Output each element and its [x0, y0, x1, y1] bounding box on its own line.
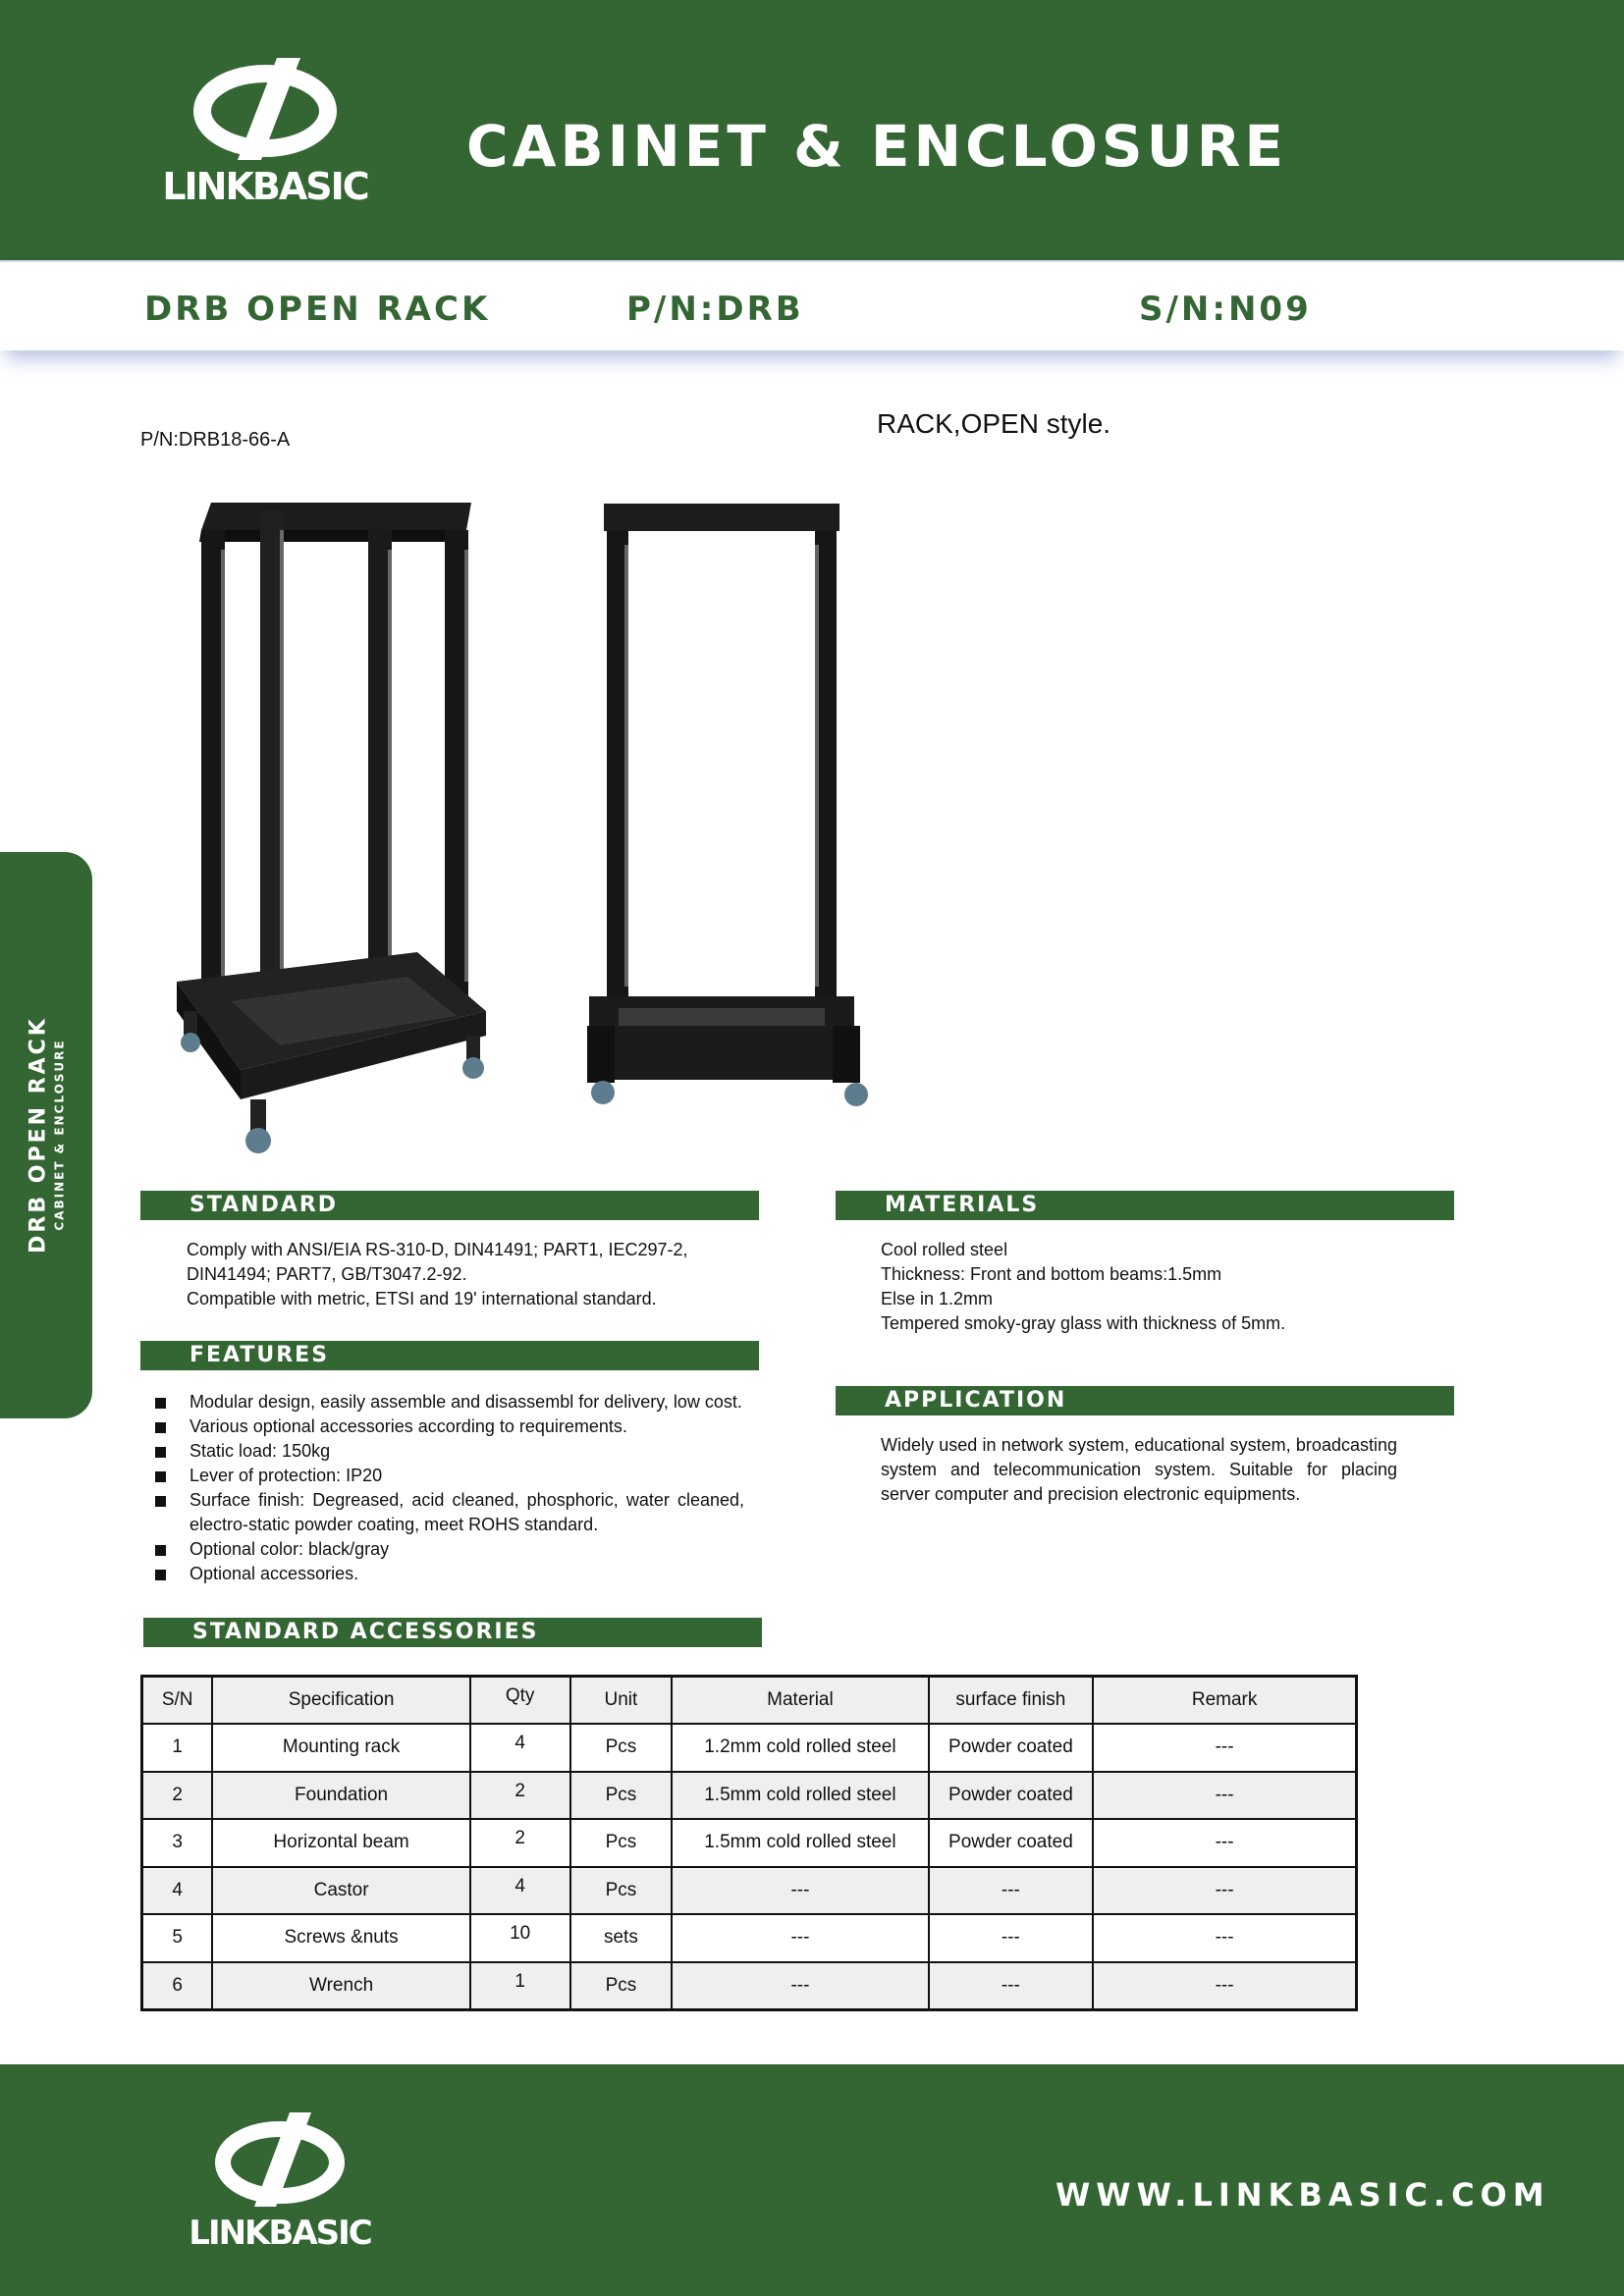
table-cell: 1.5mm cold rolled steel: [672, 1772, 928, 1820]
feature-item: Modular design, easily assemble and disassembl for delivery, low cost.: [155, 1390, 744, 1415]
table-cell: Pcs: [570, 1867, 673, 1915]
side-tab: [0, 852, 92, 1418]
linkbasic-logo: [128, 54, 403, 211]
table-cell: ---: [929, 1914, 1094, 1962]
column-header: Specification: [212, 1677, 469, 1725]
table-cell: Pcs: [570, 1962, 673, 2010]
column-header: Unit: [570, 1677, 673, 1725]
table-cell: ---: [1093, 1867, 1356, 1915]
table-cell: ---: [929, 1962, 1094, 2010]
standard-heading: STANDARD: [140, 1191, 759, 1220]
accessories-heading: STANDARD ACCESSORIES: [143, 1618, 762, 1647]
serial-number-heading: S/N:N09: [1139, 290, 1312, 329]
logo-wordmark: LINKBASIC: [162, 165, 368, 208]
table-cell: ---: [672, 1962, 928, 2010]
table-cell: ---: [929, 1867, 1094, 1915]
part-number-heading: P/N:DRB: [626, 290, 804, 329]
table-cell: 1: [142, 1724, 213, 1772]
table-cell: Castor: [212, 1867, 469, 1915]
table-cell: 1.2mm cold rolled steel: [672, 1724, 928, 1772]
standard-line: DIN41494; PART7, GB/T3047.2-92.: [187, 1264, 467, 1284]
square-bullet-icon: [155, 1570, 166, 1580]
square-bullet-icon: [155, 1471, 166, 1482]
table-cell: Pcs: [570, 1724, 673, 1772]
side-tab-subtitle: CABINET & ENCLOSURE: [52, 1039, 67, 1231]
table-cell: ---: [1093, 1724, 1356, 1772]
linkbasic-footer-logo: [157, 2109, 403, 2256]
column-header: surface finish: [929, 1677, 1094, 1725]
table-cell: 10: [470, 1914, 570, 1962]
table-row: [142, 1962, 1357, 2010]
table-cell: 4: [470, 1724, 570, 1772]
table-cell: Powder coated: [929, 1772, 1094, 1820]
feature-item: Various optional accessories according to requirements.: [155, 1415, 744, 1439]
feature-item: Surface finish: Degreased, acid cleaned, phosphoric, water cleaned, electro-static powder coating, meet ROHS standard.: [155, 1488, 744, 1537]
table-cell: ---: [1093, 1772, 1356, 1820]
column-header: S/N: [142, 1677, 213, 1725]
table-cell: Mounting rack: [212, 1724, 469, 1772]
materials-line: Cool rolled steel: [881, 1240, 1008, 1259]
feature-item: Lever of protection: IP20: [155, 1464, 744, 1488]
table-cell: sets: [570, 1914, 673, 1962]
table-cell: Screws &nuts: [212, 1914, 469, 1962]
table-cell: 4: [142, 1867, 213, 1915]
square-bullet-icon: [155, 1545, 166, 1556]
table-cell: 2: [142, 1772, 213, 1820]
feature-item: Optional accessories.: [155, 1562, 744, 1586]
table-cell: 3: [142, 1819, 213, 1867]
square-bullet-icon: [155, 1422, 166, 1433]
page-title: CABINET & ENCLOSURE: [466, 113, 1288, 180]
table-cell: 4: [470, 1867, 570, 1915]
table-cell: 2: [470, 1772, 570, 1820]
page-header: [0, 0, 1624, 260]
rack-photo-angled: [172, 491, 525, 1158]
table-cell: 6: [142, 1962, 213, 2010]
standard-text: [187, 1238, 746, 1311]
footer-logo-wordmark: LINKBASIC: [189, 2214, 371, 2253]
table-cell: 5: [142, 1914, 213, 1962]
table-cell: Pcs: [570, 1772, 673, 1820]
table-cell: 1.5mm cold rolled steel: [672, 1819, 928, 1867]
column-header: Material: [672, 1677, 928, 1725]
website-url: WWW.LINKBASIC.COM: [1056, 2176, 1550, 2214]
table-cell: ---: [672, 1914, 928, 1962]
table-row: [142, 1867, 1357, 1915]
features-list: [155, 1390, 744, 1586]
table-cell: 1: [470, 1962, 570, 2010]
table-cell: Horizontal beam: [212, 1819, 469, 1867]
feature-item: Optional color: black/gray: [155, 1537, 744, 1562]
materials-line: Thickness: Front and bottom beams:1.5mm: [881, 1264, 1222, 1284]
table-header-row: [142, 1677, 1357, 1725]
table-cell: ---: [1093, 1914, 1356, 1962]
materials-line: Tempered smoky-gray glass with thickness of 5mm.: [881, 1313, 1286, 1333]
feature-item: Static load: 150kg: [155, 1439, 744, 1464]
application-heading: APPLICATION: [836, 1386, 1454, 1415]
product-subheader: [0, 260, 1624, 350]
table-cell: ---: [672, 1867, 928, 1915]
table-cell: Foundation: [212, 1772, 469, 1820]
standard-line: Compatible with metric, ETSI and 19' international standard.: [187, 1289, 657, 1308]
product-name: DRB OPEN RACK: [144, 290, 491, 329]
table-cell: Powder coated: [929, 1819, 1094, 1867]
product-description: RACK,OPEN style.: [877, 408, 1111, 439]
table-cell: Powder coated: [929, 1724, 1094, 1772]
materials-line: Else in 1.2mm: [881, 1289, 994, 1308]
accessories-table: [140, 1675, 1358, 2011]
square-bullet-icon: [155, 1398, 166, 1409]
table-cell: Pcs: [570, 1819, 673, 1867]
table-cell: ---: [1093, 1819, 1356, 1867]
table-cell: Wrench: [212, 1962, 469, 2010]
table-row: [142, 1772, 1357, 1820]
features-heading: FEATURES: [140, 1341, 759, 1370]
side-tab-title: DRB OPEN RACK: [26, 1016, 51, 1254]
table-row: [142, 1819, 1357, 1867]
column-header: Remark: [1093, 1677, 1356, 1725]
square-bullet-icon: [155, 1447, 166, 1458]
table-row: [142, 1914, 1357, 1962]
materials-heading: MATERIALS: [836, 1191, 1454, 1220]
column-header: Qty: [470, 1677, 570, 1725]
rack-photo-front: [579, 496, 879, 1114]
product-pn-label: P/N:DRB18-66-A: [140, 429, 291, 451]
square-bullet-icon: [155, 1496, 166, 1507]
application-text: Widely used in network system, educational system, broadcasting system and telecommunication system. Suitable for placing server computer and precision electronic equipments.: [881, 1435, 1397, 1504]
table-row: [142, 1724, 1357, 1772]
table-cell: ---: [1093, 1962, 1356, 2010]
standard-line: Comply with ANSI/EIA RS-310-D, DIN41491; PART1, IEC297-2,: [187, 1240, 688, 1259]
materials-text: [881, 1238, 1431, 1336]
table-cell: 2: [470, 1819, 570, 1867]
